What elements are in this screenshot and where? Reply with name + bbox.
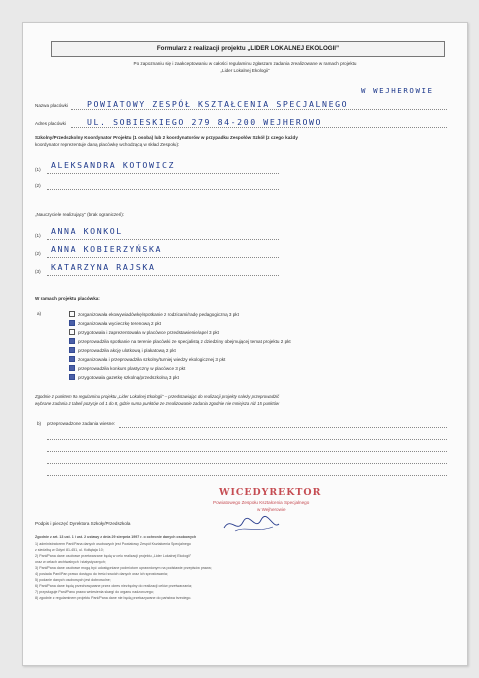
address-line: [71, 127, 447, 128]
teacher-num-3: (3): [35, 269, 41, 274]
tasks-heading: W ramach projektu placówka:: [35, 296, 100, 301]
intro-line-1: Po zapoznaniu się i zaakceptowaniu w całości regulaminu zgłaszam zadania zrealizowane w ramach projektu: [133, 61, 357, 66]
task-item-8[interactable]: [69, 374, 179, 381]
signature-image: [221, 514, 281, 536]
task-text: przygotowała i zaprezentowała w placówce przedstawienie/apel 3 pkt: [78, 330, 219, 335]
task-checkbox-checked[interactable]: [69, 347, 75, 353]
section-a-label: a): [37, 311, 42, 316]
coordinator-label-1: Szkolny/Przedszkolny Koordynator Projektu (1 osoba) lub 2 koordynatorów w przypadku Zespołów Szkół (z czego każdy: [35, 135, 298, 140]
task-item-7[interactable]: [69, 365, 185, 372]
footnote-line: z siedzibą w Gdyni 81-451, ul. Kołłątaja 10;: [35, 548, 104, 552]
school-name-extra[interactable]: W WEJHEROWIE: [361, 86, 434, 95]
task-item-6[interactable]: [69, 356, 225, 363]
task-text: przeprowadziła akcję ulotkową i plakatową 2 pkt: [78, 348, 176, 353]
teacher-num-1: (1): [35, 233, 41, 238]
footnote-line: 8) zgodnie z regulaminem projektu Pani/Pana dane nie będą przekazywane do państwa trzeciego.: [35, 596, 192, 600]
school-name-line: [71, 109, 447, 110]
task-item-5[interactable]: [69, 347, 176, 354]
task-checkbox[interactable]: [69, 311, 75, 317]
task-checkbox-checked[interactable]: [69, 356, 75, 362]
signature-label: Podpis i pieczęć Dyrektora Szkoły/Przedszkola: [35, 521, 131, 526]
teacher-line-3: [47, 275, 279, 276]
section-b-answer-line-1[interactable]: [119, 427, 447, 428]
task-text: zorganizowała i przeprowadziła szkolny/turniej wiedzy ekologicznej 3 pkt: [78, 357, 226, 362]
section-b-text: przeprowadzone zadania wiesne:: [47, 421, 116, 426]
footnote-line: 6) Pani/Pana dane będą przechowywane przez okres niezbędny do realizacji celów przetwarzania;: [35, 584, 193, 588]
section-b-label: b): [37, 421, 42, 426]
school-name-label: Nazwa placówki: [35, 103, 68, 108]
form-title: Formularz z realizacji projektu „LIDER LOKALNEJ EKOLOGII”: [51, 41, 445, 57]
task-text: przeprowadziła konkurs plastyczny w placówce 3 pkt: [78, 366, 186, 371]
coordinator-label-2: koordynator reprezentuje daną placówkę wchodzącą w skład Zespołu):: [35, 142, 180, 147]
stamp-title: WICEDYREKTOR: [219, 487, 322, 498]
stamp-line-1: Powiatowego Zespołu Kształcenia Specjalnego: [213, 500, 310, 505]
section-b-answer-line-5[interactable]: [47, 475, 447, 476]
teacher-line-2: [47, 257, 279, 258]
address-label: Adres placówki: [35, 121, 66, 126]
task-checkbox-checked[interactable]: [69, 365, 75, 371]
coordinator-name-1[interactable]: ALEKSANDRA KOTOWICZ: [51, 160, 176, 170]
task-checkbox[interactable]: [69, 329, 75, 335]
task-item-4[interactable]: [69, 338, 291, 345]
task-item-1[interactable]: [69, 311, 239, 318]
address-value[interactable]: UL. SOBIESKIEGO 279 84-200 WEJHEROWO: [87, 117, 323, 127]
task-text: zorganizowała wycieczkę terenową 2 pkt: [78, 321, 161, 326]
footnote-heading: Zgodnie z art. 13 ust. 1 i ust. 2 ustawy z dnia 29 sierpnia 1997 r. o ochronie danych osobowych: [35, 535, 197, 539]
teacher-name-1[interactable]: ANNA KONKOL: [51, 226, 123, 236]
coordinator-line-1: [47, 173, 279, 174]
task-checkbox-checked[interactable]: [69, 320, 75, 326]
teachers-label: „Nauczyciele realizujący” (brak ograniczeń):: [35, 212, 125, 217]
task-checkbox-checked[interactable]: [69, 374, 75, 380]
teacher-name-3[interactable]: KATARZYNA RAJSKA: [51, 262, 156, 272]
form-sheet: [22, 22, 468, 666]
task-item-2[interactable]: [69, 320, 161, 327]
footnote-line: oraz w celach archiwalnych i statystycznych;: [35, 560, 106, 564]
coordinator-num-2: (2): [35, 183, 41, 188]
school-name-value[interactable]: POWIATOWY ZESPÓŁ KSZTAŁCENIA SPECJALNEGO: [87, 99, 349, 109]
coordinator-line-2: [47, 189, 279, 190]
footnote-line: 4) posiada Pani/Pan prawo dostępu do treści swoich danych oraz ich sprostowania;: [35, 572, 168, 576]
task-item-3[interactable]: [69, 329, 219, 336]
teacher-name-2[interactable]: ANNA KOBIERZYŃSKA: [51, 244, 162, 254]
footnote-line: 2) Pani/Pana dane osobowe przetwarzane będą w celu realizacji projektu „Lider Lokalnej Ekologii”: [35, 554, 192, 558]
footnote-line: 3) Pani/Pana dane osobowe mogą być udostępniane podmiotom uprawnionym na podstawie przepisów prawa;: [35, 566, 212, 570]
section-b-answer-line-4[interactable]: [47, 463, 447, 464]
teacher-line-1: [47, 239, 279, 240]
task-checkbox-checked[interactable]: [69, 338, 75, 344]
footnote-line: 7) przysługuje Pani/Panu prawo wniesienia skargi do organu nadzorczego;: [35, 590, 154, 594]
teacher-num-2: (2): [35, 251, 41, 256]
task-text: przeprowadziła spotkanie na terenie placówki ze specjalistą z dziedziny obejmującej temat projektu 2 pkt: [78, 339, 291, 344]
coordinator-num-1: (1): [35, 167, 41, 172]
footnote-line: 5) podanie danych osobowych jest dobrowolne;: [35, 578, 111, 582]
task-text: przygotowała gazetkę szkolną/przedszkolną 3 pkt: [78, 375, 179, 380]
rules-note-1: Zgodnie z punktem 9a regulaminu projektu „Lider Lokalnej Ekologii” – przedstawiając do realizacji projekty należy przeprowadzić: [35, 394, 280, 399]
section-b-answer-line-3[interactable]: [47, 451, 447, 452]
rules-note-2: wybrane zadania z tabeli pozycje od 1 do 8, gdzie suma punktów ze zrealizowanie zadania zgodnie nie mniejsza niż 15 punktów: [35, 401, 280, 406]
intro-line-2: „Lider Lokalnej Ekologii”: [220, 68, 270, 73]
stamp-line-2: w Wejherowie: [257, 507, 286, 512]
task-text: zorganizowała ekowywiadówkę/spotkanie z rodzicami/radę pedagogiczną 3 pkt: [78, 312, 239, 317]
section-b-answer-line-2[interactable]: [47, 439, 447, 440]
footnote-line: 1) administratorem Pani/Pana danych osobowych jest Powiatowy Zespół Kształcenia Specjalnego: [35, 542, 191, 546]
